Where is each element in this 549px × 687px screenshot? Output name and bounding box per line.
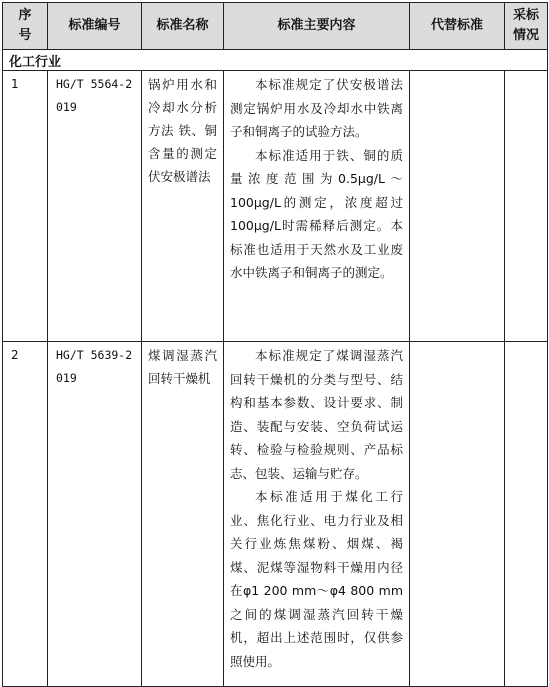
section-row xyxy=(3,50,548,71)
row-code: HG/T 5639-2019 xyxy=(48,342,142,687)
row-index: 1 xyxy=(3,71,48,342)
section-title: 化工行业 xyxy=(3,50,548,71)
header-row xyxy=(3,3,548,50)
header-index: 序号 xyxy=(3,3,48,50)
row-code: HG/T 5564-2019 xyxy=(48,71,142,342)
content-paragraph: 本标准适用于煤化工行业、焦化行业、电力行业及相关行业炼焦煤粉、烟煤、褐煤、泥煤等湿物料干燥用内径在φ1 200 mm～φ4 800 mm之间的煤调湿蒸汽回转干燥机，超出上述范围时，仅供参照使用。 xyxy=(230,489,403,669)
content-paragraph: 本标准规定了煤调湿蒸汽回转干燥机的分类与型号、结构和基本参数、设计要求、制造、装配与安装、空负荷试运转、检验与检验规则、产品标志、包装、运输与贮存。 xyxy=(230,348,403,481)
row-adopt xyxy=(505,71,548,342)
row-name: 锅炉用水和冷却水分析方法 铁、铜含量的测定 伏安极谱法 xyxy=(142,71,224,342)
row-content xyxy=(224,342,410,687)
row-index: 2 xyxy=(3,342,48,687)
table-row xyxy=(3,342,548,687)
content-paragraph: 本标准规定了伏安极谱法测定锅炉用水及冷却水中铁离子和铜离子的试验方法。 xyxy=(230,77,403,139)
table-row xyxy=(3,71,548,342)
header-content: 标准主要内容 xyxy=(224,3,410,50)
row-adopt xyxy=(505,342,548,687)
header-replace: 代替标准 xyxy=(410,3,505,50)
row-replace xyxy=(410,342,505,687)
header-adopt: 采标情况 xyxy=(505,3,548,50)
standards-table xyxy=(2,2,548,687)
row-name: 煤调湿蒸汽回转干燥机 xyxy=(142,342,224,687)
row-replace xyxy=(410,71,505,342)
row-content xyxy=(224,71,410,342)
header-code: 标准编号 xyxy=(48,3,142,50)
header-name: 标准名称 xyxy=(142,3,224,50)
content-paragraph: 本标准适用于铁、铜的质量浓度范围为0.5μg/L～100μg/L的测定，浓度超过100μg/L时需稀释后测定。本标准也适用于天然水及工业废水中铁离子和铜离子的测定。 xyxy=(230,147,403,280)
